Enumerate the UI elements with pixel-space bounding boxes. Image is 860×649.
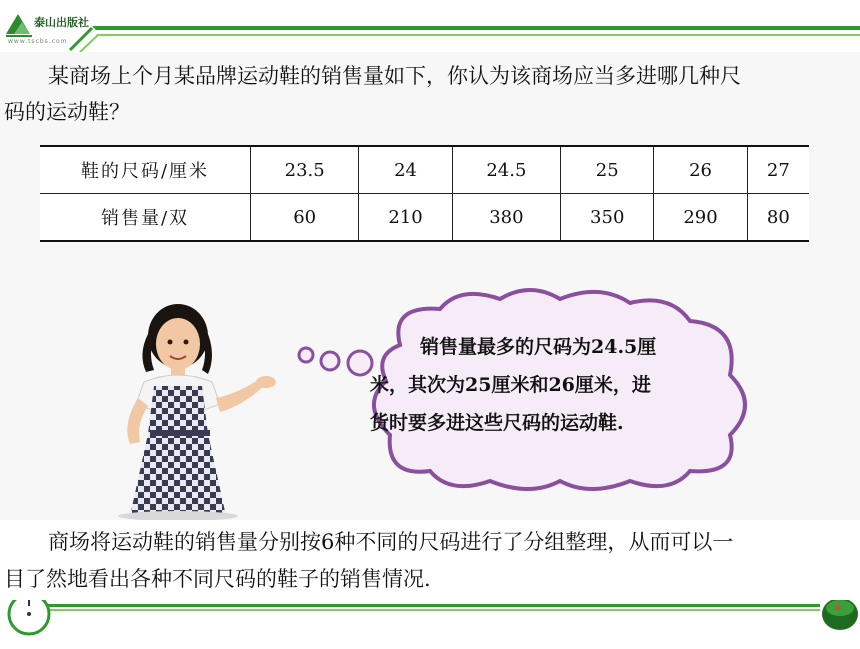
sales-table bbox=[40, 145, 809, 242]
question-text bbox=[4, 58, 854, 130]
slide-header bbox=[0, 0, 860, 52]
conclusion-line-1: 商场将运动鞋的销售量分别按6种不同的尺码进行了分组整理，从而可以一 bbox=[48, 530, 734, 554]
bubble-line-3: 货时要多进这些尺码的运动鞋. bbox=[370, 412, 624, 434]
table-cell: 290 bbox=[654, 194, 747, 242]
table-row-sales bbox=[40, 194, 809, 242]
table-header-size: 鞋的尺码/厘米 bbox=[40, 146, 251, 194]
table-cell: 25 bbox=[561, 146, 654, 194]
publisher-url: www.tscbs.com bbox=[8, 38, 68, 45]
thought-bubble-text bbox=[370, 328, 730, 442]
table-cell: 23.5 bbox=[251, 146, 359, 194]
table-cell: 60 bbox=[251, 194, 359, 242]
question-line-2: 码的运动鞋？ bbox=[4, 100, 130, 124]
table-row-sizes bbox=[40, 146, 809, 194]
table-cell: 27 bbox=[747, 146, 809, 194]
table-cell: 80 bbox=[747, 194, 809, 242]
table-cell: 380 bbox=[452, 194, 560, 242]
bubble-line-1: 销售量最多的尺码为24.5厘 bbox=[420, 336, 657, 358]
table-cell: 26 bbox=[654, 146, 747, 194]
page-number: 4 bbox=[835, 603, 841, 613]
table-cell: 350 bbox=[561, 194, 654, 242]
table-header-sales: 销售量/双 bbox=[40, 194, 251, 242]
question-line-1: 某商场上个月某品牌运动鞋的销售量如下，你认为该商场应当多进哪几种尺 bbox=[48, 64, 741, 88]
conclusion-text bbox=[4, 524, 856, 598]
bubble-line-2: 米，其次为25厘米和26厘米，进 bbox=[370, 374, 651, 396]
conclusion-line-2: 目了然地看出各种不同尺码的鞋子的销售情况. bbox=[4, 567, 431, 591]
table-cell: 24.5 bbox=[452, 146, 560, 194]
table-cell: 210 bbox=[359, 194, 452, 242]
publisher-name: 泰山出版社 bbox=[34, 16, 89, 29]
footer-decoration bbox=[0, 600, 860, 645]
header-divider-lines bbox=[0, 0, 860, 52]
girl-illustration bbox=[108, 294, 298, 520]
table-cell: 24 bbox=[359, 146, 452, 194]
slide-footer bbox=[0, 600, 860, 645]
